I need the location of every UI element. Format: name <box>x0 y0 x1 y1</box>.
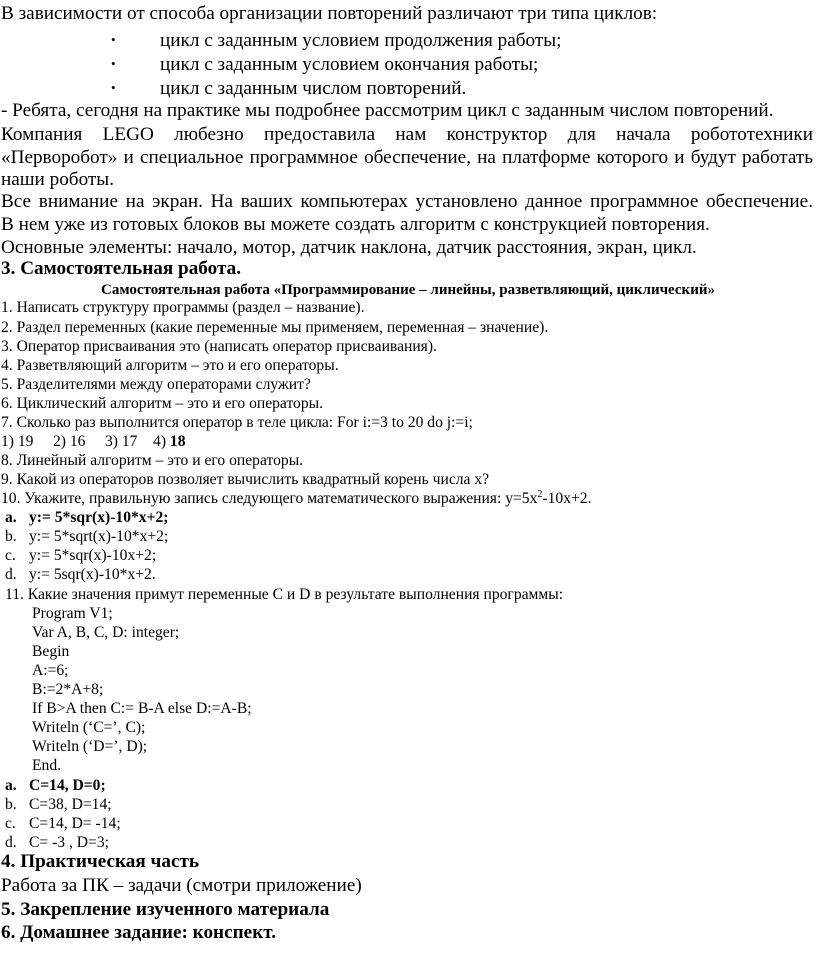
answer-option <box>5 527 168 546</box>
option-text: C= -3 , D=3; <box>29 834 109 851</box>
option-text: y:= 5sqr(x)-10*x+2. <box>29 566 156 583</box>
option-text: y:= 5*sqr(x)-10*x+2; <box>29 509 169 526</box>
option-text: y:= 5*sqrt(x)-10*x+2; <box>29 528 169 545</box>
code-line: Writeln (‘D=’, D); <box>32 738 148 755</box>
question: 3. Оператор присваивания это (написать оператор присваивания). <box>1 338 437 355</box>
paragraph: Основные элементы: начало, мотор, датчик наклона, датчик расстояния, экран, цикл. <box>1 237 697 258</box>
section-heading: 4. Практическая часть <box>1 851 200 872</box>
intro-text: В зависимости от способа организации повторений различают три типа циклов: <box>1 3 658 24</box>
code-line: A:=6; <box>32 662 69 679</box>
q7-correct-answer: 18 <box>169 433 186 450</box>
code-line: Var A, B, C, D: integer; <box>32 624 180 641</box>
bullet-item: цикл с заданным числом повторений. <box>160 78 467 99</box>
paragraph-line: наши роботы. <box>1 169 114 190</box>
option-text: y:= 5*sqr(x)-10x+2; <box>29 547 157 564</box>
option-text: C=14, D=0; <box>29 777 106 794</box>
option-marker: c. <box>5 815 16 832</box>
paragraph: Работа за ПК – задачи (смотри приложение) <box>1 875 362 896</box>
bullet-item: цикл с заданным условием окончания работы; <box>160 54 539 75</box>
option-marker: a. <box>5 509 17 526</box>
question: 9. Какой из операторов позволяет вычислить квадратный корень числа x? <box>1 471 490 488</box>
question <box>1 489 591 508</box>
bullet-icon: • <box>111 32 116 47</box>
code-line: Writeln (‘C=’, C); <box>32 719 146 736</box>
bullet-icon: • <box>111 80 116 95</box>
option-marker: c. <box>5 547 16 564</box>
answer-option <box>5 814 121 833</box>
answer-option <box>5 546 156 565</box>
option-text: C=14, D= -14; <box>29 815 121 832</box>
code-line: If B>A then C:= B-A else D:=A-B; <box>32 700 252 717</box>
question: 11. Какие значения примут переменные C и D в результате выполнения программы: <box>5 586 564 603</box>
option-marker: b. <box>5 796 17 813</box>
paragraph-line: Все внимание на экран. На ваших компьютерах установлено данное программное обеспечение. <box>1 191 813 212</box>
option-text: C=38, D=14; <box>29 796 112 813</box>
answer-option <box>5 795 112 814</box>
question: 2. Раздел переменных (какие переменные мы применяем, переменная – значение). <box>1 319 549 336</box>
paragraph-line: «Перворобот» и специальное программное обеспечение, на платформе которого и будут работать <box>1 147 813 168</box>
answer-option <box>5 508 168 527</box>
q10-superscript: 2 <box>537 488 543 500</box>
code-line: Program V1; <box>32 605 113 622</box>
test-title: Самостоятельная работа «Программирование – линейны, разветвляющий, циклический» <box>101 282 715 298</box>
paragraph: - Ребята, сегодня на практике мы подробнее рассмотрим цикл с заданным числом повторений. <box>1 100 774 121</box>
q7-options <box>1 432 186 451</box>
option-marker: b. <box>5 528 17 545</box>
option-marker: a. <box>5 777 17 794</box>
question: 5. Разделителями между операторами служит? <box>1 376 311 393</box>
option-marker: d. <box>5 566 17 583</box>
question: 4. Разветвляющий алгоритм – это и его операторы. <box>1 357 339 374</box>
question: 8. Линейный алгоритм – это и его операторы. <box>1 452 304 469</box>
paragraph-line: Компания LEGO любезно предоставила нам конструктор для начала робототехники <box>1 124 813 145</box>
paragraph-line: В нем уже из готовых блоков вы можете создать алгоритм с конструкцией повторения. <box>1 214 710 235</box>
bullet-item: цикл с заданным условием продолжения работы; <box>160 30 562 51</box>
section-heading: 5. Закрепление изученного материала <box>1 899 330 920</box>
section-heading: 3. Самостоятельная работа. <box>1 258 242 279</box>
q10-text-end: -10x+2. <box>542 490 592 507</box>
option-marker: d. <box>5 834 17 851</box>
code-line: B:=2*A+8; <box>32 681 104 698</box>
question: 1. Написать структуру программы (раздел – название). <box>1 299 365 316</box>
code-line: Begin <box>32 643 70 660</box>
answer-option <box>5 565 156 584</box>
answer-option <box>5 776 106 795</box>
code-line: End. <box>32 757 62 774</box>
section-heading: 6. Домашнее задание: конспект. <box>1 922 277 943</box>
question: 7. Сколько раз выполнится оператор в теле цикла: For i:=3 to 20 do j:=i; <box>1 414 473 431</box>
q7-option-list: 1) 19 2) 16 3) 17 4) <box>1 433 170 450</box>
bullet-icon: • <box>111 56 116 71</box>
q10-text: 10. Укажите, правильную запись следующего математического выражения: y=5x <box>1 490 538 507</box>
question: 6. Циклический алгоритм – это и его операторы. <box>1 395 324 412</box>
